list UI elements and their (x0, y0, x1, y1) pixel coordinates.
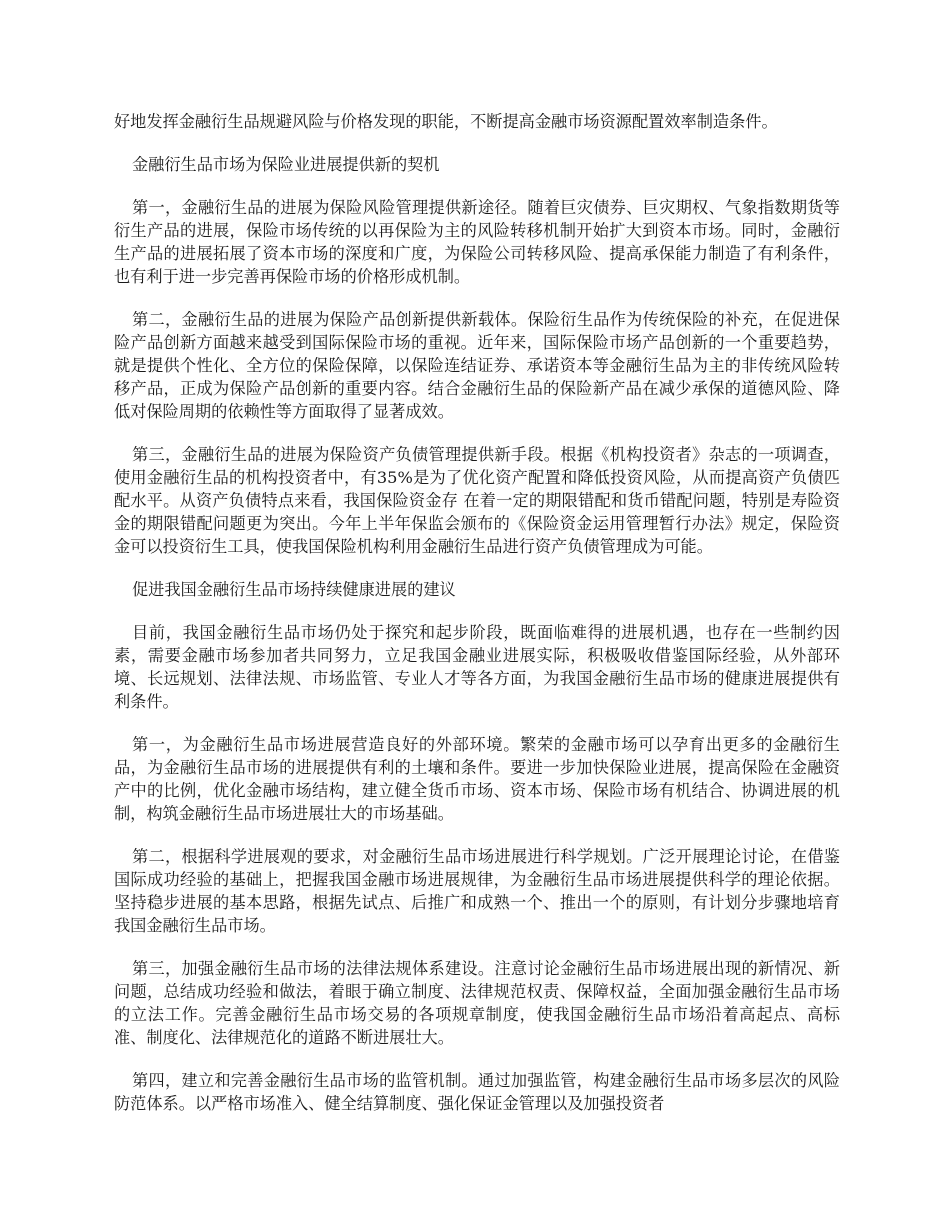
section-heading-insurance-opportunity: 金融衍生品市场为保险业进展提供新的契机 (132, 155, 440, 174)
document-page (114, 110, 840, 1135)
paragraph-current-situation: 目前，我国金融衍生品市场仍处于探究和起步阶段，既面临难得的进展机遇，也存在一些制约因素，需要金融市场参加者共同努力，立足我国金融业进展实际，积极吸收借鉴国际经验，从外部环境、长远规划、法律法规、市场监管、专业人才等各方面，为我国金融衍生品市场的健康进展提供有利条件。 (114, 623, 840, 711)
paragraph-legal-framework: 第三，加强金融衍生品市场的法律法规体系建设。注意讨论金融衍生品市场进展出现的新情况、新问题，总结成功经验和做法，着眼于确立制度、法律规范权责、保障权益，全面加强金融衍生品市场的立法工作。完善金融衍生品市场交易的各项规章制度，使我国金融衍生品市场沿着高起点、高标准、制度化、法律规范化的道路不断进展壮大。 (114, 959, 840, 1047)
paragraph-asset-liability: 第三，金融衍生品的进展为保险资产负债管理提供新手段。根据《机构投资者》杂志的一项调查，使用金融衍生品的机构投资者中，有35%是为了优化资产配置和降低投资风险，从而提高资产负债匹配水平。从资产负债特点来看，我国保险资金存 在着一定的期限错配和货币错配问题，特别是寿险资金的期限错配问题更为突出。今年上半年保监会颁布的《保险资金运用管理暂行办法》规定，保险资金可以投资衍生工具，使我国保险机构利用金融衍生品进行资产负债管理成为可能。 (114, 445, 840, 556)
paragraph-supervision: 第四，建立和完善金融衍生品市场的监管机制。通过加强监管，构建金融衍生品市场多层次的风险防范体系。以严格市场准入、健全结算制度、强化保证金管理以及加强投资者 (114, 1071, 840, 1113)
paragraph-product-innovation: 第二，金融衍生品的进展为保险产品创新提供新载体。保险衍生品作为传统保险的补充，在促进保险产品创新方面越来越受到国际保险市场的重视。近年来，国际保险市场产品创新的一个重要趋势，就是提供个性化、全方位的保险保障，以保险连结证券、承诺资本等金融衍生品为主的非传统风险转移产品，正成为保险产品创新的重要内容。结合金融衍生品的保险新产品在减少承保的道德风险、降低对保险周期的依赖性等方面取得了显著成效。 (114, 310, 840, 421)
paragraph-scientific-planning: 第二，根据科学进展观的要求，对金融衍生品市场进展进行科学规划。广泛开展理论讨论，在借鉴国际成功经验的基础上，把握我国金融市场进展规律，为金融衍生品市场进展提供科学的理论依据。坚持稳步进展的基本思路，根据先试点、后推广和成熟一个、推出一个的原则，有计划分步骤地培育我国金融衍生品市场。 (114, 847, 840, 935)
paragraph-risk-management: 第一，金融衍生品的进展为保险风险管理提供新途径。随着巨灾债券、巨灾期权、气象指数期货等衍生产品的进展，保险市场传统的以再保险为主的风险转移机制开始扩大到资本市场。同时，金融衍生产品的进展拓展了资本市场的深度和广度，为保险公司转移风险、提高承保能力制造了有利条件，也有利于进一步完善再保险市场的价格形成机制。 (114, 198, 840, 286)
paragraph-external-environment: 第一，为金融衍生品市场进展营造良好的外部环境。繁荣的金融市场可以孕育出更多的金融衍生品，为金融衍生品市场的进展提供有利的土壤和条件。要进一步加快保险业进展，提高保险在金融资产中的比例，优化金融市场结构，建立健全货币市场、资本市场、保险市场有机结合、协调进展的机制，构筑金融衍生品市场进展壮大的市场基础。 (114, 735, 840, 823)
paragraph-continuation: 好地发挥金融衍生品规避风险与价格发现的职能，不断提高金融市场资源配置效率制造条件。 (114, 112, 778, 131)
section-heading-recommendations: 促进我国金融衍生品市场持续健康进展的建议 (132, 580, 456, 599)
